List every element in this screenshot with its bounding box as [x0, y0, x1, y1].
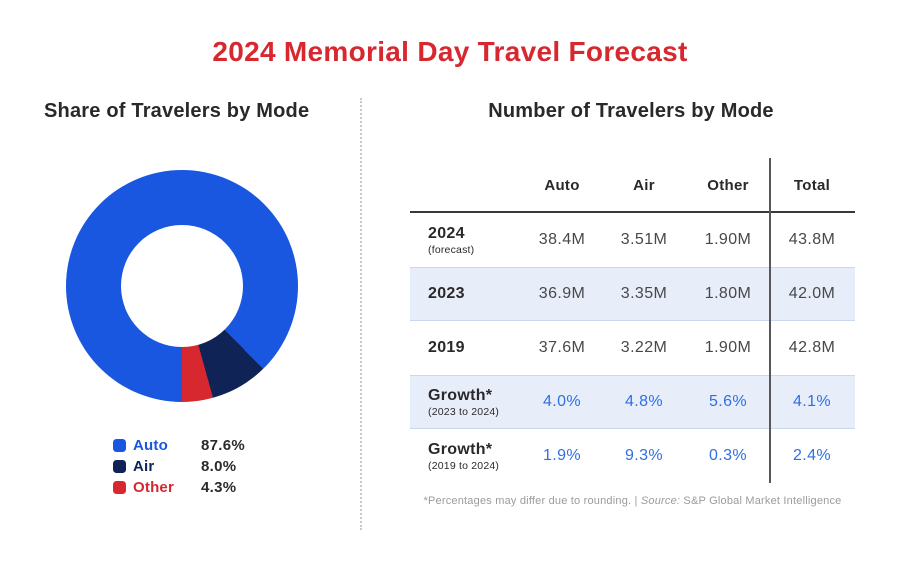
cell-value: 37.6M	[538, 339, 586, 356]
legend-value: 4.3%	[201, 478, 237, 496]
travelers-table	[410, 160, 855, 483]
legend-swatch	[113, 439, 126, 452]
column-header: Total	[793, 177, 831, 194]
cell-value: 1.90M	[704, 231, 752, 248]
cell-value: 4.8%	[624, 393, 664, 410]
table-row	[410, 321, 855, 375]
cell-value: 1.80M	[704, 285, 752, 302]
legend-value: 87.6%	[201, 436, 246, 454]
legend-label: Auto	[133, 436, 168, 454]
donut-hole	[121, 225, 243, 347]
donut-chart	[66, 170, 298, 402]
cell-value: 5.6%	[708, 393, 748, 410]
cell-value: 42.0M	[788, 285, 836, 302]
row-label	[410, 225, 523, 256]
footnote	[410, 495, 855, 507]
table-row	[410, 267, 855, 321]
cell-value: 38.4M	[538, 231, 586, 248]
column-header: Air	[633, 177, 655, 194]
row-label-text: 2024	[428, 224, 465, 242]
footnote-source-label: Source:	[640, 495, 681, 507]
row-label-text: Growth*	[428, 386, 493, 404]
row-sublabel: (2023 to 2024)	[428, 405, 500, 418]
footnote-text: *Percentages may differ due to rounding.	[423, 495, 632, 507]
cell-value: 3.22M	[620, 339, 668, 356]
legend-swatch	[113, 481, 126, 494]
cell-value: 4.1%	[792, 393, 832, 410]
legend-swatch	[113, 460, 126, 473]
footnote-source-text: S&P Global Market Intelligence	[680, 495, 842, 507]
column-header: Other	[707, 177, 749, 194]
table-section-title: Number of Travelers by Mode	[488, 100, 774, 122]
section-divider	[360, 98, 362, 530]
legend-row	[113, 459, 245, 473]
row-sublabel: (2019 to 2024)	[428, 459, 500, 472]
legend-row	[113, 438, 245, 452]
table-row	[410, 429, 855, 483]
column-header: Auto	[544, 177, 580, 194]
cell-value: 3.51M	[620, 231, 668, 248]
row-label	[410, 441, 523, 472]
cell-value: 36.9M	[538, 285, 586, 302]
row-label-text: Growth*	[428, 440, 493, 458]
cell-value: 2.4%	[792, 447, 832, 464]
row-label	[410, 387, 523, 418]
legend-label: Air	[133, 457, 155, 475]
row-label	[410, 285, 523, 303]
row-label-text: 2019	[428, 339, 465, 356]
cell-value: 1.9%	[542, 447, 582, 464]
cell-value: 0.3%	[708, 447, 748, 464]
legend-row	[113, 480, 245, 494]
donut-section-title: Share of Travelers by Mode	[44, 100, 310, 122]
total-column-divider	[769, 158, 771, 483]
cell-value: 3.35M	[620, 285, 668, 302]
cell-value: 9.3%	[624, 447, 664, 464]
table-body	[410, 213, 855, 483]
page-title: 2024 Memorial Day Travel Forecast	[212, 36, 688, 67]
row-label	[410, 339, 523, 357]
table-header-row	[410, 160, 855, 213]
table-row	[410, 375, 855, 429]
row-label-text: 2023	[428, 285, 465, 302]
cell-value: 42.8M	[788, 339, 836, 356]
legend-label: Other	[133, 478, 175, 496]
cell-value: 43.8M	[788, 231, 836, 248]
cell-value: 4.0%	[542, 393, 582, 410]
table-row	[410, 213, 855, 267]
cell-value: 1.90M	[704, 339, 752, 356]
donut-legend	[113, 438, 245, 494]
legend-value: 8.0%	[201, 457, 237, 475]
footnote-separator: |	[631, 495, 641, 507]
row-sublabel: (forecast)	[428, 243, 475, 256]
